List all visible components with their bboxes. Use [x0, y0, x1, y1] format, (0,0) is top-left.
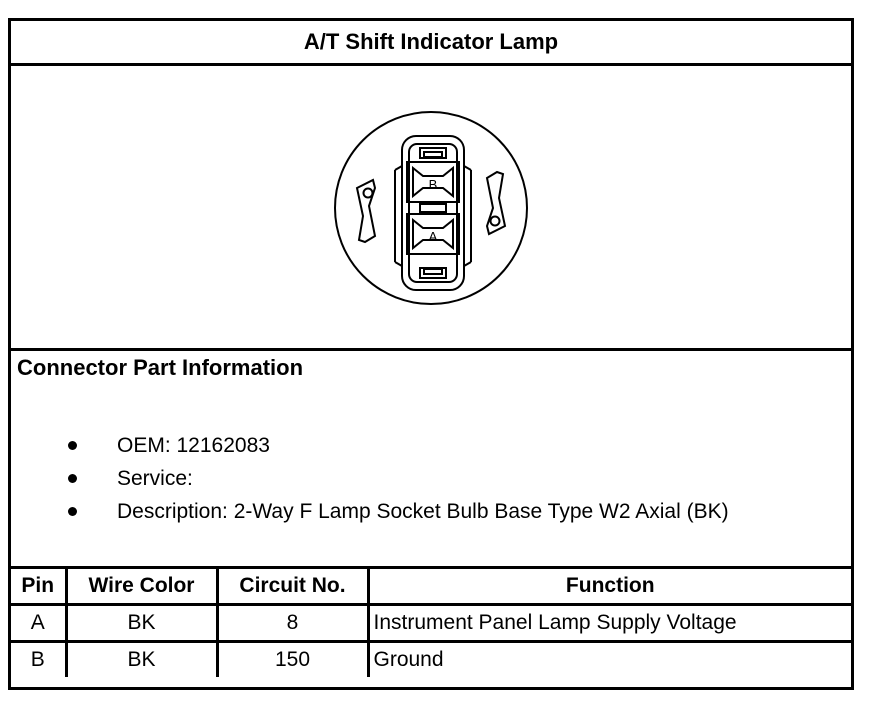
bullet-icon [68, 474, 77, 483]
connector-info-list [11, 429, 729, 528]
bullet-icon [68, 507, 77, 516]
header-pin: Pin [11, 569, 66, 605]
table-header-row [11, 569, 851, 605]
divider [11, 348, 851, 351]
cell-circuit-no: 8 [217, 605, 368, 642]
cell-circuit-no: 150 [217, 642, 368, 678]
pin-b-label: B [428, 177, 438, 192]
pin-a-label: A [428, 229, 438, 244]
list-item [11, 429, 729, 462]
cell-wire-color: BK [66, 605, 217, 642]
list-item [11, 462, 729, 495]
cell-pin: B [11, 642, 66, 678]
cell-pin: A [11, 605, 66, 642]
cell-wire-color: BK [66, 642, 217, 678]
cell-function: Ground [368, 642, 851, 678]
pinout-table [11, 569, 851, 677]
bullet-icon [68, 441, 77, 450]
connector-diagram [11, 66, 851, 348]
header-wire-color: Wire Color [66, 569, 217, 605]
info-description: Description: 2-Way F Lamp Socket Bulb Base Type W2 Axial (BK) [117, 500, 729, 523]
table-row [11, 642, 851, 678]
header-function: Function [368, 569, 851, 605]
sheet-title: A/T Shift Indicator Lamp [303, 29, 559, 54]
table-row [11, 605, 851, 642]
list-item [11, 495, 729, 528]
connector-sheet [8, 18, 854, 690]
info-service: Service: [117, 467, 193, 490]
connector-face-drawing [11, 66, 851, 348]
cell-function: Instrument Panel Lamp Supply Voltage [368, 605, 851, 642]
connector-info-heading: Connector Part Information [17, 355, 304, 380]
info-oem: OEM: 12162083 [117, 434, 270, 457]
header-circuit-no: Circuit No. [217, 569, 368, 605]
